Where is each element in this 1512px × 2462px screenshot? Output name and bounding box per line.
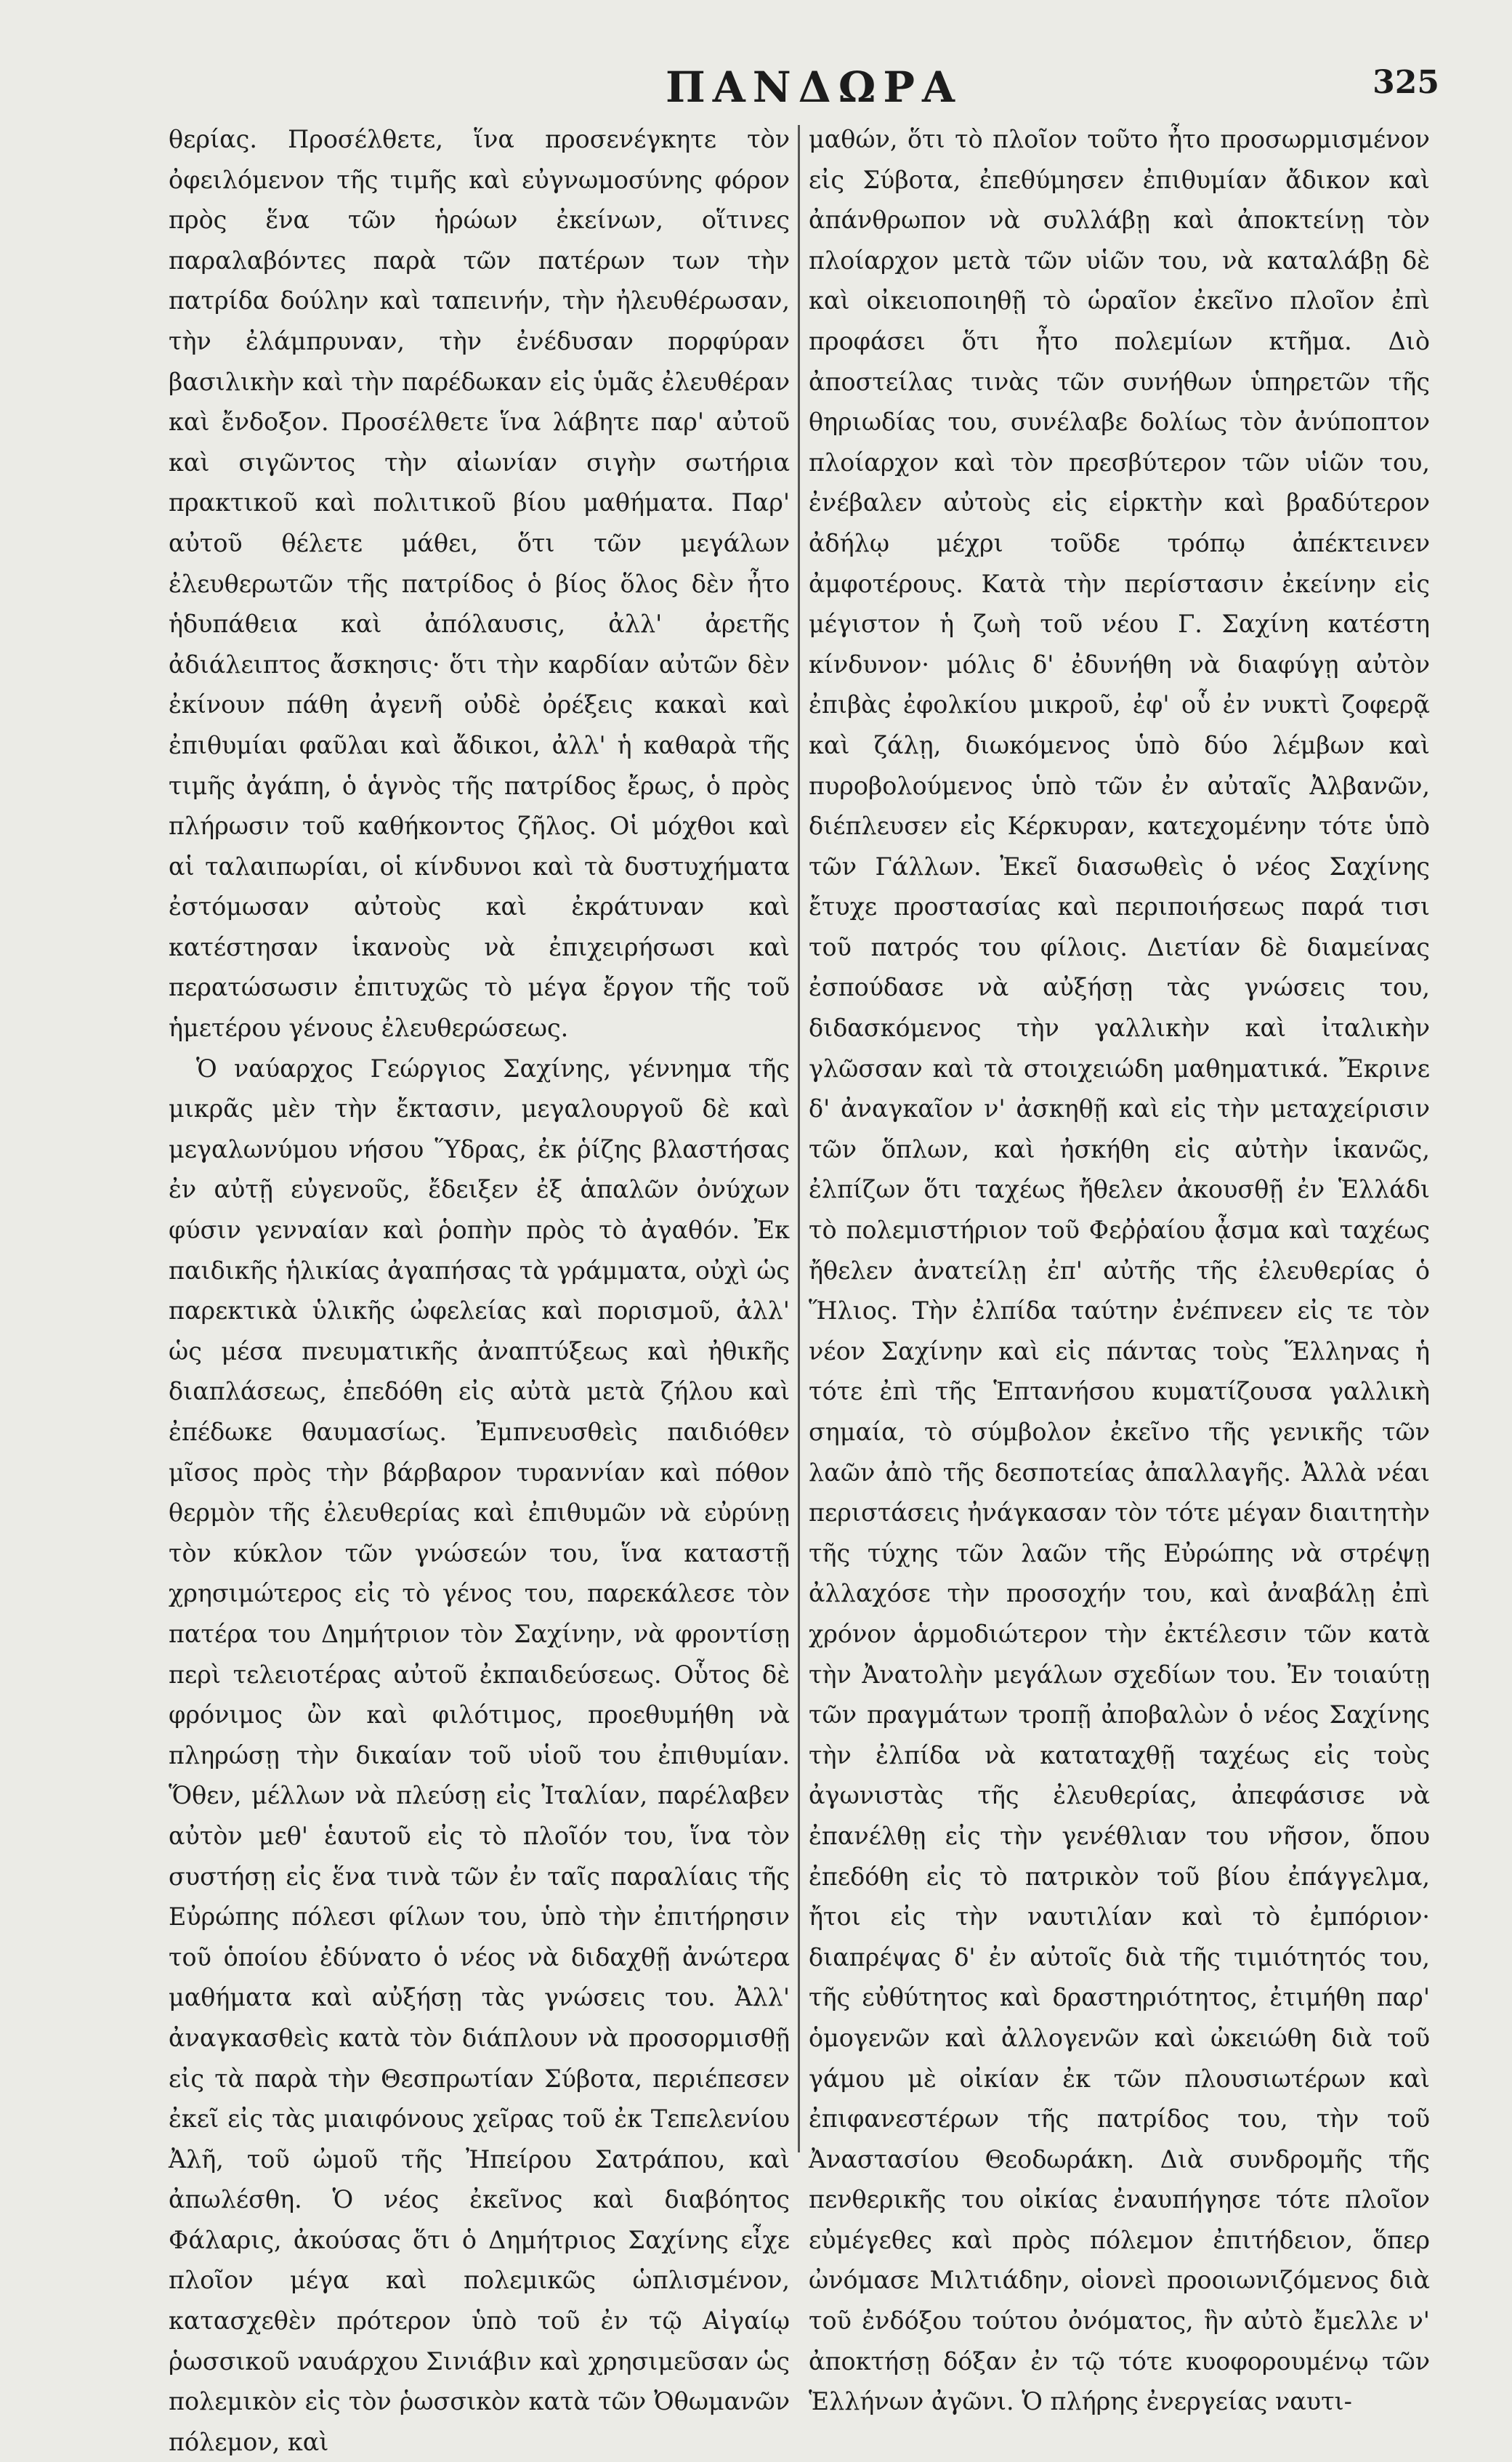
page-header xyxy=(0,62,1512,113)
right-column xyxy=(809,119,1430,2416)
left-paragraph-1: θερίας. Προσέλθετε, ἵνα προσενέγκητε τὸν ὀφειλόμενον τῆς τιμῆς καὶ εὐγνωμοσύνης φόρον πρὸς ἕνα τῶν ἡρώων ἐκείνων, οἵτινες παραλαβόντες παρὰ τῶν πατέρων των τὴν πατρίδα δούλην καὶ ταπεινήν, τὴν ἠλευθέρωσαν, τὴν ἐλάμπρυναν, τὴν ἐνέδυσαν πορφύραν βασιλικὴν καὶ τὴν παρέδωκαν εἰς ὑμᾶς ἐλευθέραν καὶ ἔνδοξον. Προσέλθετε ἵνα λάβητε παρ' αὐτοῦ καὶ σιγῶντος τὴν αἰωνίαν σιγὴν σωτήρια πρακτικοῦ καὶ πολιτικοῦ βίου μαθήματα. Παρ' αὐτοῦ θέλετε μάθει, ὅτι τῶν μεγάλων ἐλευθερωτῶν τῆς πατρίδος ὁ βίος ὅλος δὲν ἦτο ἡδυπάθεια καὶ ἀπόλαυσις, ἀλλ' ἀρετῆς ἀδιάλειπτος ἄσκησις· ὅτι τὴν καρδίαν αὐτῶν δὲν ἐκίνουν πάθη ἀγενῆ οὐδὲ ὀρέξεις κακαὶ καὶ ἐπιθυμίαι φαῦλαι καὶ ἄδικοι, ἀλλ' ἡ καθαρὰ τῆς τιμῆς ἀγάπη, ὁ ἁγνὸς τῆς πατρίδος ἔρως, ὁ πρὸς πλήρωσιν τοῦ καθήκοντος ζῆλος. Οἱ μόχθοι καὶ αἱ ταλαιπωρίαι, οἱ κίνδυνοι καὶ τὰ δυστυχήματα ἐστόμωσαν αὐτοὺς καὶ ἐκράτυναν καὶ κατέστησαν ἱκανοὺς νὰ ἐπιχειρήσωσι καὶ περατώσωσιν ἐπιτυχῶς τὸ μέγα ἔργον τῆς τοῦ ἡμετέρου γένους ἐλευθερώσεως. xyxy=(169,125,790,1043)
right-paragraph-1: μαθών, ὅτι τὸ πλοῖον τοῦτο ἦτο προσωρμισμένον εἰς Σύβοτα, ἐπεθύμησεν ἐπιθυμίαν ἄδικον καὶ ἀπάνθρωπον νὰ συλλάβῃ καὶ ἀποκτείνῃ τὸν πλοίαρχον μετὰ τῶν υἱῶν του, νὰ καταλάβῃ δὲ καὶ οἰκειοποιηθῇ τὸ ὡραῖον ἐκεῖνο πλοῖον ἐπὶ προφάσει ὅτι ἦτο πολεμίων κτῆμα. Διὸ ἀποστείλας τινὰς τῶν συνήθων ὑπηρετῶν τῆς θηριωδίας του, συνέλαβε δολίως τὸν ἀνύποπτον πλοίαρχον καὶ τὸν πρεσβύτερον τῶν υἱῶν του, ἐνέβαλεν αὐτοὺς εἰς εἱρκτὴν καὶ βραδύτερον ἀδήλῳ μέχρι τοῦδε τρόπῳ ἀπέκτεινεν ἀμφοτέρους. Κατὰ τὴν περίστασιν ἐκείνην εἰς μέγιστον ἡ ζωὴ τοῦ νέου Γ. Σαχίνη κατέστη κίνδυνον· μόλις δ' ἐδυνήθη νὰ διαφύγῃ αὐτὸν ἐπιβὰς ἐφολκίου μικροῦ, ἐφ' οὗ ἐν νυκτὶ ζοφερᾷ καὶ ζάλῃ, διωκόμενος ὑπὸ δύο λέμβων καὶ πυροβολούμενος ὑπὸ τῶν ἐν αὐταῖς Ἀλβανῶν, διέπλευσεν εἰς Κέρκυραν, κατεχομένην τότε ὑπὸ τῶν Γάλλων. Ἐκεῖ διασωθεὶς ὁ νέος Σαχίνης ἔτυχε προστασίας καὶ περιποιήσεως παρά τισι τοῦ πατρός του φίλοις. Διετίαν δὲ διαμείνας ἐσπούδασε νὰ αὐξήσῃ τὰς γνώσεις του, διδασκόμενος τὴν γαλλικὴν καὶ ἰταλικὴν γλῶσσαν καὶ τὰ στοιχειώδη μαθηματικά. Ἔκρινε δ' ἀναγκαῖον ν' ἀσκηθῇ καὶ εἰς τὴν μεταχείρισιν τῶν ὅπλων, καὶ ἠσκήθη εἰς αὐτὴν ἱκανῶς, ἐλπίζων ὅτι ταχέως ἤθελεν ἀκουσθῇ ἐν Ἑλλάδι τὸ πολεμιστήριον τοῦ Φεῤῥαίου ᾆσμα καὶ ταχέως ἤθελεν ἀνατείλῃ ἐπ' αὐτῆς τῆς ἐλευθερίας ὁ Ἥλιος. Τὴν ἐλπίδα ταύτην ἐνέπνεεν εἰς τε τὸν νέον Σαχίνην καὶ εἰς πάντας τοὺς Ἕλληνας ἡ τότε ἐπὶ τῆς Ἑπτανήσου κυματίζουσα γαλλικὴ σημαία, τὸ σύμβολον ἐκεῖνο τῆς γενικῆς τῶν λαῶν ἀπὸ τῆς δεσποτείας ἀπαλλαγῆς. Ἀλλὰ νέαι περιστάσεις ἠνάγκασαν τὸν τότε μέγαν διαιτητὴν τῆς τύχης τῶν λαῶν τῆς Εὐρώπης νὰ στρέψῃ ἀλλαχόσε τὴν προσοχήν του, καὶ ἀναβάλῃ ἐπὶ χρόνον ἁρμοδιώτερον τὴν ἐκτέλεσιν τῶν κατὰ τὴν Ἀνατολὴν μεγάλων σχεδίων του. Ἐν τοιαύτῃ τῶν πραγμάτων τροπῇ ἀποβαλὼν ὁ νέος Σαχίνης τὴν ἐλπίδα νὰ καταταχθῇ ταχέως εἰς τοὺς ἀγωνιστὰς τῆς ἐλευθερίας, ἀπεφάσισε νὰ ἐπανέλθῃ εἰς τὴν γενέθλιαν του νῆσον, ὅπου ἐπεδόθη εἰς τὸ πατρικὸν τοῦ βίου ἐπάγγελμα, ἤτοι εἰς τὴν ναυτιλίαν καὶ τὸ ἐμπόριον· διαπρέψας δ' ἐν αὐτοῖς διὰ τῆς τιμιότητός του, τῆς εὐθύτητος καὶ δραστηριότητος, ἐτιμήθη παρ' ὁμογενῶν καὶ ἀλλογενῶν καὶ ὠκειώθη διὰ τοῦ γάμου μὲ οἰκίαν ἐκ τῶν πλουσιωτέρων καὶ ἐπιφανεστέρων τῆς πατρίδος του, τὴν τοῦ Ἀναστασίου Θεοδωράκη. Διὰ συνδρομῆς τῆς πενθερικῆς του οἰκίας ἐναυπήγησε τότε πλοῖον εὐμέγεθες καὶ πρὸς πόλεμον ἐπιτήδειον, ὅπερ ὠνόμασε Μιλτιάδην, οἱονεὶ προοιωνιζόμενος διὰ τοῦ ἐνδόξου τούτου ὀνόματος, ἣν αὐτὸ ἔμελλε ν' ἀποκτήσῃ δόξαν ἐν τῷ τότε κυοφορουμένῳ τῶν Ἑλλήνων ἀγῶνι. Ὁ πλήρης ἐνεργείας ναυτι- xyxy=(809,125,1430,2416)
running-title: ΠΑΝΔΩΡΑ xyxy=(665,62,963,112)
left-paragraph-2: Ὁ ναύαρχος Γεώργιος Σαχίνης, γέννημα τῆς μικρᾶς μὲν τὴν ἔκτασιν, μεγαλουργοῦ δὲ καὶ μεγαλωνύμου νήσου Ὕδρας, ἐκ ῥίζης βλαστήσας ἐν αὐτῇ εὐγενοῦς, ἔδειξεν ἐξ ἁπαλῶν ὀνύχων φύσιν γενναίαν καὶ ῥοπὴν πρὸς τὸ ἀγαθόν. Ἐκ παιδικῆς ἡλικίας ἀγαπήσας τὰ γράμματα, οὐχὶ ὡς παρεκτικὰ ὑλικῆς ὠφελείας καὶ πορισμοῦ, ἀλλ' ὡς μέσα πνευματικῆς ἀναπτύξεως καὶ ἠθικῆς διαπλάσεως, ἐπεδόθη εἰς αὐτὰ μετὰ ζήλου καὶ ἐπέδωκε θαυμασίως. Ἐμπνευσθεὶς παιδιόθεν μῖσος πρὸς τὴν βάρβαρον τυραννίαν καὶ πόθον θερμὸν τῆς ἐλευθερίας καὶ ἐπιθυμῶν νὰ εὐρύνῃ τὸν κύκλον τῶν γνώσεών του, ἵνα καταστῇ χρησιμώτερος εἰς τὸ γένος του, παρεκάλεσε τὸν πατέρα του Δημήτριον τὸν Σαχίνην, νὰ φροντίσῃ περὶ τελειοτέρας αὐτοῦ ἐκπαιδεύσεως. Οὗτος δὲ φρόνιμος ὢν καὶ φιλότιμος, προεθυμήθη νὰ πληρώσῃ τὴν δικαίαν τοῦ υἱοῦ του ἐπιθυμίαν. Ὅθεν, μέλλων νὰ πλεύσῃ εἰς Ἰταλίαν, παρέλαβεν αὐτὸν μεθ' ἑαυτοῦ εἰς τὸ πλοῖόν του, ἵνα τὸν συστήσῃ εἰς ἕνα τινὰ τῶν ἐν ταῖς παραλίαις τῆς Εὐρώπης πόλεσι φίλων του, ὑπὸ τὴν ἐπιτήρησιν τοῦ ὁποίου ἐδύνατο ὁ νέος νὰ διδαχθῇ ἀνώτερα μαθήματα καὶ αὐξήσῃ τὰς γνώσεις του. Ἀλλ' ἀναγκασθεὶς κατὰ τὸν διάπλουν νὰ προσορμισθῇ εἰς τὰ παρὰ τὴν Θεσπρωτίαν Σύβοτα, περιέπεσεν ἐκεῖ εἰς τὰς μιαιφόνους χεῖρας τοῦ ἐκ Τεπελενίου Ἀλῆ, τοῦ ὠμοῦ τῆς Ἠπείρου Σατράπου, καὶ ἀπωλέσθη. Ὁ νέος ἐκεῖνος καὶ διαβόητος Φάλαρις, ἀκούσας ὅτι ὁ Δημήτριος Σαχίνης εἶχε πλοῖον μέγα καὶ πολεμικῶς ὡπλισμένον, κατασχεθὲν πρότερον ὑπὸ τοῦ ἐν τῷ Αἰγαίῳ ῥωσσικοῦ ναυάρχου Σινιάβιν καὶ χρησιμεῦσαν ὡς πολεμικὸν εἰς τὸν ῥωσσικὸν κατὰ τῶν Ὀθωμανῶν πόλεμον, καὶ xyxy=(169,1054,790,2456)
left-column xyxy=(169,119,790,2456)
column-divider xyxy=(798,125,800,2152)
page-number: 325 xyxy=(1372,64,1439,101)
